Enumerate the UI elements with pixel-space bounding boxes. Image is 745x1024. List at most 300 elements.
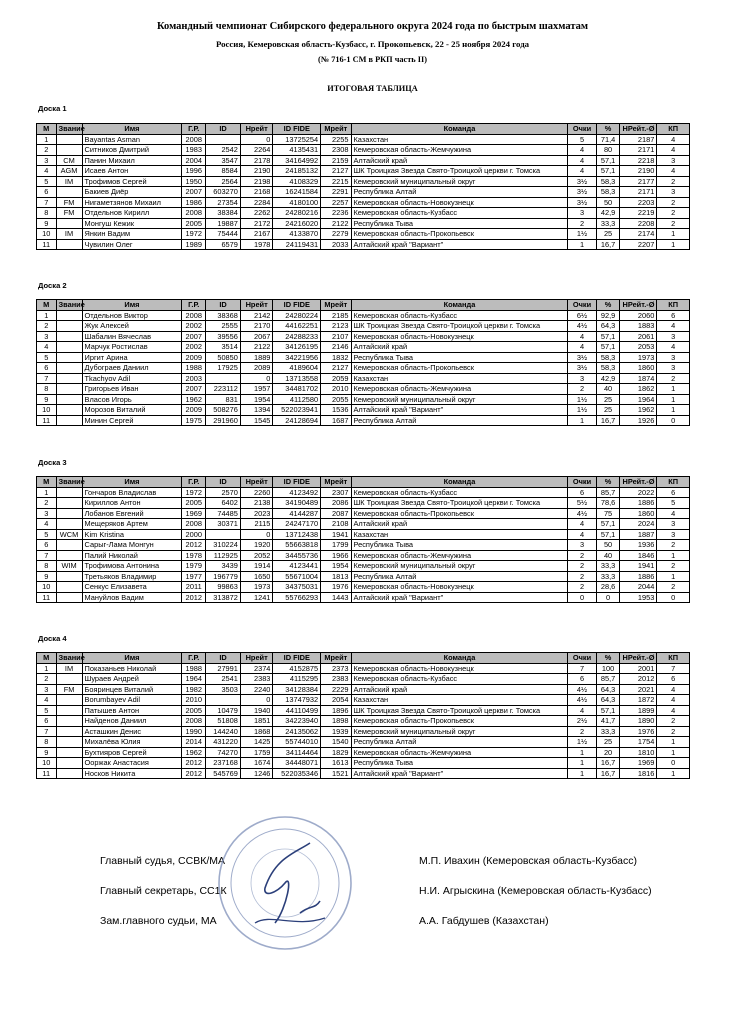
cell-name: Bayantas Asman — [82, 134, 182, 145]
registration-number: (№ 716-1 СМ в РКП часть II) — [318, 55, 427, 64]
table-row — [37, 498, 690, 509]
cell-national-rating: 2172 — [240, 218, 273, 229]
cell-id: 19887 — [206, 218, 241, 229]
cell-id: 831 — [206, 394, 241, 405]
cell-fide-id: 16241584 — [273, 187, 321, 198]
cell-kp: 1 — [657, 737, 690, 748]
cell-birth-year: 2012 — [182, 540, 206, 551]
cell-id: 17925 — [206, 363, 241, 374]
cell-kp: 5 — [657, 498, 690, 509]
cell-percent: 64,3 — [596, 695, 620, 706]
cell-fide-id: 522023941 — [273, 405, 321, 416]
column-header-points: Очки — [568, 124, 596, 135]
cell-title — [56, 331, 82, 342]
table-row — [37, 540, 690, 551]
cell-rating-avg: 2012 — [620, 674, 657, 685]
cell-place: 11 — [37, 592, 57, 603]
cell-kp: 1 — [657, 239, 690, 250]
column-header-name: Имя — [82, 300, 182, 311]
cell-fide-id: 34128384 — [273, 684, 321, 695]
cell-place: 9 — [37, 394, 57, 405]
results-table-title: ИТОГОВАЯ ТАБЛИЦА — [327, 84, 418, 93]
cell-kp: 2 — [657, 540, 690, 551]
cell-place: 7 — [37, 550, 57, 561]
cell-rating-avg: 1962 — [620, 405, 657, 416]
cell-fide-rating: 2307 — [321, 487, 351, 498]
cell-title — [56, 394, 82, 405]
cell-fide-id: 34455736 — [273, 550, 321, 561]
cell-kp: 1 — [657, 394, 690, 405]
cell-place: 11 — [37, 768, 57, 779]
cell-kp: 1 — [657, 384, 690, 395]
cell-rating-avg: 1899 — [620, 705, 657, 716]
cell-points: 4 — [568, 166, 596, 177]
table-row — [37, 145, 690, 156]
cell-national-rating: 1889 — [240, 352, 273, 363]
table-header-row — [37, 653, 690, 664]
cell-team: Кемеровская область-Кузбасс — [351, 674, 568, 685]
cell-name: Палий Николай — [82, 550, 182, 561]
table-header-row — [37, 124, 690, 135]
cell-kp: 1 — [657, 747, 690, 758]
cell-team: Кемеровская область-Прокопьевск — [351, 363, 568, 374]
cell-place: 4 — [37, 519, 57, 530]
cell-fide-rating: 2146 — [321, 342, 351, 353]
cell-national-rating: 2240 — [240, 684, 273, 695]
cell-rating-avg: 1874 — [620, 373, 657, 384]
table-row — [37, 310, 690, 321]
cell-national-rating: 1425 — [240, 737, 273, 748]
cell-percent: 0 — [596, 592, 620, 603]
cell-rating-avg: 1936 — [620, 540, 657, 551]
cell-name: Ооржак Анастасия — [82, 758, 182, 769]
cell-points: 4 — [568, 519, 596, 530]
cell-fide-id: 24247170 — [273, 519, 321, 530]
table-row — [37, 352, 690, 363]
cell-fide-rating: 2373 — [321, 663, 351, 674]
cell-name: Шураев Андрей — [82, 674, 182, 685]
cell-title: IM — [56, 176, 82, 187]
cell-title — [56, 747, 82, 758]
cell-name: Трофимова Антонина — [82, 561, 182, 572]
cell-birth-year: 1964 — [182, 674, 206, 685]
cell-place: 2 — [37, 321, 57, 332]
results-table — [36, 476, 690, 603]
cell-national-rating: 1973 — [240, 582, 273, 593]
cell-fide-id: 34126195 — [273, 342, 321, 353]
cell-fide-rating: 1954 — [321, 561, 351, 572]
column-header-percent: % — [596, 477, 620, 488]
cell-kp: 6 — [657, 310, 690, 321]
chief-secretary-role: Главный секретарь, СС1К — [100, 885, 227, 897]
cell-birth-year: 2005 — [182, 498, 206, 509]
cell-rating-avg: 1846 — [620, 550, 657, 561]
cell-name: Кириллов Антон — [82, 498, 182, 509]
cell-percent: 42,9 — [596, 208, 620, 219]
cell-id: 10479 — [206, 705, 241, 716]
cell-points: 6½ — [568, 310, 596, 321]
cell-percent: 20 — [596, 747, 620, 758]
cell-id: 38368 — [206, 310, 241, 321]
cell-title: FM — [56, 208, 82, 219]
column-header-fide-id: ID FIDE — [273, 477, 321, 488]
cell-fide-id: 24185132 — [273, 166, 321, 177]
column-header-id: ID — [206, 477, 241, 488]
cell-points: 2 — [568, 218, 596, 229]
organization-stamp — [215, 813, 355, 953]
cell-national-rating: 2264 — [240, 145, 273, 156]
cell-id — [206, 134, 241, 145]
cell-points: 1½ — [568, 405, 596, 416]
cell-fide-rating: 2086 — [321, 498, 351, 509]
table-row — [37, 405, 690, 416]
cell-percent: 40 — [596, 550, 620, 561]
cell-kp: 2 — [657, 218, 690, 229]
cell-id: 30371 — [206, 519, 241, 530]
cell-national-rating: 1759 — [240, 747, 273, 758]
cell-kp: 4 — [657, 508, 690, 519]
cell-id: 74270 — [206, 747, 241, 758]
cell-kp: 3 — [657, 187, 690, 198]
cell-name: Бакиев Диёр — [82, 187, 182, 198]
cell-place: 8 — [37, 208, 57, 219]
cell-team: ШК Троицкая Звезда Свято-Троицкой церкви г. Томска — [351, 705, 568, 716]
cell-fide-id: 4133870 — [273, 229, 321, 240]
column-header-national-rating: Нрейт — [240, 124, 273, 135]
cell-place: 8 — [37, 737, 57, 748]
cell-fide-rating: 2107 — [321, 331, 351, 342]
table-row — [37, 716, 690, 727]
cell-name: Монгуш Кежик — [82, 218, 182, 229]
cell-points: 4 — [568, 705, 596, 716]
column-header-fide-rating: Мрейт — [321, 653, 351, 664]
cell-fide-rating: 2010 — [321, 384, 351, 395]
cell-id: 99863 — [206, 582, 241, 593]
cell-kp: 2 — [657, 561, 690, 572]
table-row — [37, 176, 690, 187]
cell-title: FM — [56, 684, 82, 695]
cell-rating-avg: 2044 — [620, 582, 657, 593]
column-header-fide-id: ID FIDE — [273, 653, 321, 664]
cell-fide-id: 4123492 — [273, 487, 321, 498]
cell-title — [56, 582, 82, 593]
cell-points: 3½ — [568, 176, 596, 187]
table-row — [37, 663, 690, 674]
cell-rating-avg: 1973 — [620, 352, 657, 363]
cell-percent: 57,1 — [596, 705, 620, 716]
cell-percent: 78,6 — [596, 498, 620, 509]
cell-fide-id: 44162251 — [273, 321, 321, 332]
cell-place: 4 — [37, 695, 57, 706]
cell-name: Kim Kristina — [82, 529, 182, 540]
cell-kp: 2 — [657, 176, 690, 187]
cell-national-rating: 2284 — [240, 197, 273, 208]
cell-team: Республика Тыва — [351, 758, 568, 769]
cell-fide-id: 4189604 — [273, 363, 321, 374]
cell-rating-avg: 1810 — [620, 747, 657, 758]
column-header-place: М — [37, 124, 57, 135]
column-header-team: Команда — [351, 477, 568, 488]
table-row — [37, 571, 690, 582]
column-header-rating-avg: НРейт.-Ø — [620, 477, 657, 488]
cell-kp: 2 — [657, 208, 690, 219]
cell-birth-year: 2008 — [182, 519, 206, 530]
cell-team: ШК Троицкая Звезда Свято-Троицкой церкви г. Томска — [351, 498, 568, 509]
cell-title: AGM — [56, 166, 82, 177]
cell-title — [56, 145, 82, 156]
column-header-fide-rating: Мрейт — [321, 477, 351, 488]
cell-place: 5 — [37, 529, 57, 540]
cell-title — [56, 737, 82, 748]
cell-percent: 33,3 — [596, 561, 620, 572]
document-subtitle: Россия, Кемеровская область-Кузбасс, г. Прокопьевск, 22 - 25 ноября 2024 года — [215, 39, 530, 49]
cell-percent: 40 — [596, 384, 620, 395]
cell-place: 6 — [37, 716, 57, 727]
cell-percent: 16,7 — [596, 239, 620, 250]
cell-name: Найденов Даниил — [82, 716, 182, 727]
cell-team: Кемеровская область-Жемчужина — [351, 747, 568, 758]
cell-team: Алтайский край — [351, 342, 568, 353]
cell-percent: 50 — [596, 197, 620, 208]
table-row — [37, 561, 690, 572]
table-row — [37, 550, 690, 561]
cell-fide-rating: 2236 — [321, 208, 351, 219]
cell-points: 2 — [568, 384, 596, 395]
cell-points: 2 — [568, 550, 596, 561]
cell-place: 5 — [37, 176, 57, 187]
cell-rating-avg: 1860 — [620, 508, 657, 519]
cell-fide-id: 24135062 — [273, 726, 321, 737]
chief-judge-role: Главный судья, ССВК/МА — [100, 855, 225, 867]
cell-rating-avg: 2207 — [620, 239, 657, 250]
cell-team: Кемеровская область-Новокузнецк — [351, 663, 568, 674]
cell-national-rating: 2374 — [240, 663, 273, 674]
cell-team: Алтайский край "Вариант" — [351, 405, 568, 416]
cell-fide-id: 55744010 — [273, 737, 321, 748]
cell-birth-year: 2000 — [182, 529, 206, 540]
cell-kp: 0 — [657, 415, 690, 426]
cell-name: Мещеряков Артем — [82, 519, 182, 530]
cell-kp: 1 — [657, 405, 690, 416]
column-header-title: Звание — [56, 477, 82, 488]
table-row — [37, 674, 690, 685]
cell-kp: 4 — [657, 145, 690, 156]
column-header-place: М — [37, 477, 57, 488]
cell-percent: 58,3 — [596, 363, 620, 374]
cell-points: 3½ — [568, 363, 596, 374]
cell-title: IM — [56, 229, 82, 240]
cell-id: 6579 — [206, 239, 241, 250]
board-title: Доска 3 — [38, 458, 67, 467]
cell-national-rating: 1851 — [240, 716, 273, 727]
cell-fide-id: 34481702 — [273, 384, 321, 395]
cell-rating-avg: 1886 — [620, 571, 657, 582]
table-row — [37, 582, 690, 593]
cell-name: Ситников Дмитрий — [82, 145, 182, 156]
cell-percent: 58,3 — [596, 176, 620, 187]
cell-national-rating: 2190 — [240, 166, 273, 177]
cell-fide-id: 34448071 — [273, 758, 321, 769]
cell-fide-id: 13725254 — [273, 134, 321, 145]
cell-national-rating: 1674 — [240, 758, 273, 769]
cell-percent: 25 — [596, 229, 620, 240]
column-header-fide-rating: Мрейт — [321, 124, 351, 135]
cell-points: 4 — [568, 331, 596, 342]
cell-fide-id: 4135431 — [273, 145, 321, 156]
cell-kp: 4 — [657, 684, 690, 695]
column-header-name: Имя — [82, 653, 182, 664]
cell-title — [56, 342, 82, 353]
cell-kp: 4 — [657, 166, 690, 177]
cell-birth-year: 2002 — [182, 342, 206, 353]
cell-place: 2 — [37, 145, 57, 156]
table-row — [37, 508, 690, 519]
cell-fide-rating: 1941 — [321, 529, 351, 540]
cell-name: Показаньев Николай — [82, 663, 182, 674]
cell-place: 9 — [37, 747, 57, 758]
cell-name: Третьяков Владимир — [82, 571, 182, 582]
cell-team: Кемеровская область-Жемчужина — [351, 384, 568, 395]
cell-national-rating: 0 — [240, 373, 273, 384]
cell-place: 11 — [37, 415, 57, 426]
cell-percent: 100 — [596, 663, 620, 674]
cell-name: Tkachyov Adil — [82, 373, 182, 384]
cell-kp: 3 — [657, 155, 690, 166]
cell-birth-year: 2012 — [182, 768, 206, 779]
cell-fide-rating: 1443 — [321, 592, 351, 603]
cell-birth-year: 1978 — [182, 550, 206, 561]
column-header-title: Звание — [56, 653, 82, 664]
column-header-points: Очки — [568, 653, 596, 664]
cell-percent: 57,1 — [596, 166, 620, 177]
column-header-birth-year: Г.Р. — [182, 124, 206, 135]
cell-national-rating: 2167 — [240, 229, 273, 240]
table-header-row — [37, 300, 690, 311]
cell-points: 4½ — [568, 695, 596, 706]
cell-points: 1 — [568, 747, 596, 758]
cell-place: 6 — [37, 187, 57, 198]
cell-place: 3 — [37, 331, 57, 342]
cell-team: Республика Алтай — [351, 415, 568, 426]
cell-team: Алтайский край "Вариант" — [351, 768, 568, 779]
cell-rating-avg: 1754 — [620, 737, 657, 748]
cell-points: 5½ — [568, 498, 596, 509]
cell-birth-year: 1989 — [182, 239, 206, 250]
table-row — [37, 737, 690, 748]
cell-id: 3503 — [206, 684, 241, 695]
cell-fide-id: 24119431 — [273, 239, 321, 250]
cell-points: 7 — [568, 663, 596, 674]
cell-fide-rating: 1536 — [321, 405, 351, 416]
table-row — [37, 373, 690, 384]
cell-title — [56, 716, 82, 727]
cell-birth-year: 2014 — [182, 737, 206, 748]
cell-birth-year: 1988 — [182, 363, 206, 374]
cell-percent: 57,1 — [596, 529, 620, 540]
signature-ink — [265, 843, 320, 923]
cell-team: Алтайский край — [351, 155, 568, 166]
cell-id: 237168 — [206, 758, 241, 769]
cell-place: 9 — [37, 571, 57, 582]
column-header-fide-id: ID FIDE — [273, 124, 321, 135]
cell-birth-year: 2012 — [182, 592, 206, 603]
cell-fide-rating: 2159 — [321, 155, 351, 166]
cell-title — [56, 373, 82, 384]
table-row — [37, 187, 690, 198]
cell-fide-rating: 2215 — [321, 176, 351, 187]
cell-fide-id: 4144287 — [273, 508, 321, 519]
cell-points: 4½ — [568, 321, 596, 332]
cell-kp: 4 — [657, 695, 690, 706]
cell-kp: 1 — [657, 229, 690, 240]
cell-national-rating: 0 — [240, 134, 273, 145]
cell-percent: 64,3 — [596, 684, 620, 695]
cell-points: 1½ — [568, 229, 596, 240]
cell-id: 112925 — [206, 550, 241, 561]
cell-rating-avg: 2219 — [620, 208, 657, 219]
cell-kp: 4 — [657, 342, 690, 353]
cell-title — [56, 187, 82, 198]
cell-fide-rating: 1829 — [321, 747, 351, 758]
cell-percent: 57,1 — [596, 342, 620, 353]
cell-team: Кемеровская область-Прокопьевск — [351, 716, 568, 727]
cell-national-rating: 2142 — [240, 310, 273, 321]
cell-percent: 85,7 — [596, 674, 620, 685]
cell-team: Кемеровская область-Кузбасс — [351, 310, 568, 321]
cell-rating-avg: 2174 — [620, 229, 657, 240]
table-row — [37, 487, 690, 498]
cell-fide-rating: 2383 — [321, 674, 351, 685]
cell-place: 1 — [37, 663, 57, 674]
cell-birth-year: 2012 — [182, 758, 206, 769]
cell-fide-id: 4180100 — [273, 197, 321, 208]
cell-national-rating: 2262 — [240, 208, 273, 219]
cell-id: 310224 — [206, 540, 241, 551]
cell-fide-rating: 1813 — [321, 571, 351, 582]
cell-fide-rating: 2108 — [321, 519, 351, 530]
cell-fide-id: 34164992 — [273, 155, 321, 166]
cell-place: 3 — [37, 684, 57, 695]
cell-fide-rating: 1939 — [321, 726, 351, 737]
cell-place: 1 — [37, 134, 57, 145]
table-row — [37, 208, 690, 219]
cell-team: Алтайский край "Вариант" — [351, 592, 568, 603]
cell-fide-id: 34375031 — [273, 582, 321, 593]
cell-title — [56, 758, 82, 769]
cell-birth-year: 2008 — [182, 134, 206, 145]
cell-birth-year: 1962 — [182, 747, 206, 758]
cell-title: IM — [56, 663, 82, 674]
table-row — [37, 229, 690, 240]
cell-points: 4 — [568, 529, 596, 540]
cell-id: 2555 — [206, 321, 241, 332]
cell-name: Отдельнов Кирилл — [82, 208, 182, 219]
column-header-rating-avg: НРейт.-Ø — [620, 300, 657, 311]
cell-place: 3 — [37, 508, 57, 519]
cell-points: 3 — [568, 540, 596, 551]
cell-rating-avg: 2060 — [620, 310, 657, 321]
cell-team: Казахстан — [351, 529, 568, 540]
cell-fide-id: 13747932 — [273, 695, 321, 706]
cell-name: Чувилин Олег — [82, 239, 182, 250]
cell-kp: 4 — [657, 705, 690, 716]
table-row — [37, 197, 690, 208]
cell-id: 2564 — [206, 176, 241, 187]
cell-kp: 3 — [657, 519, 690, 530]
cell-title: FM — [56, 197, 82, 208]
cell-birth-year: 1975 — [182, 415, 206, 426]
cell-birth-year: 1972 — [182, 487, 206, 498]
